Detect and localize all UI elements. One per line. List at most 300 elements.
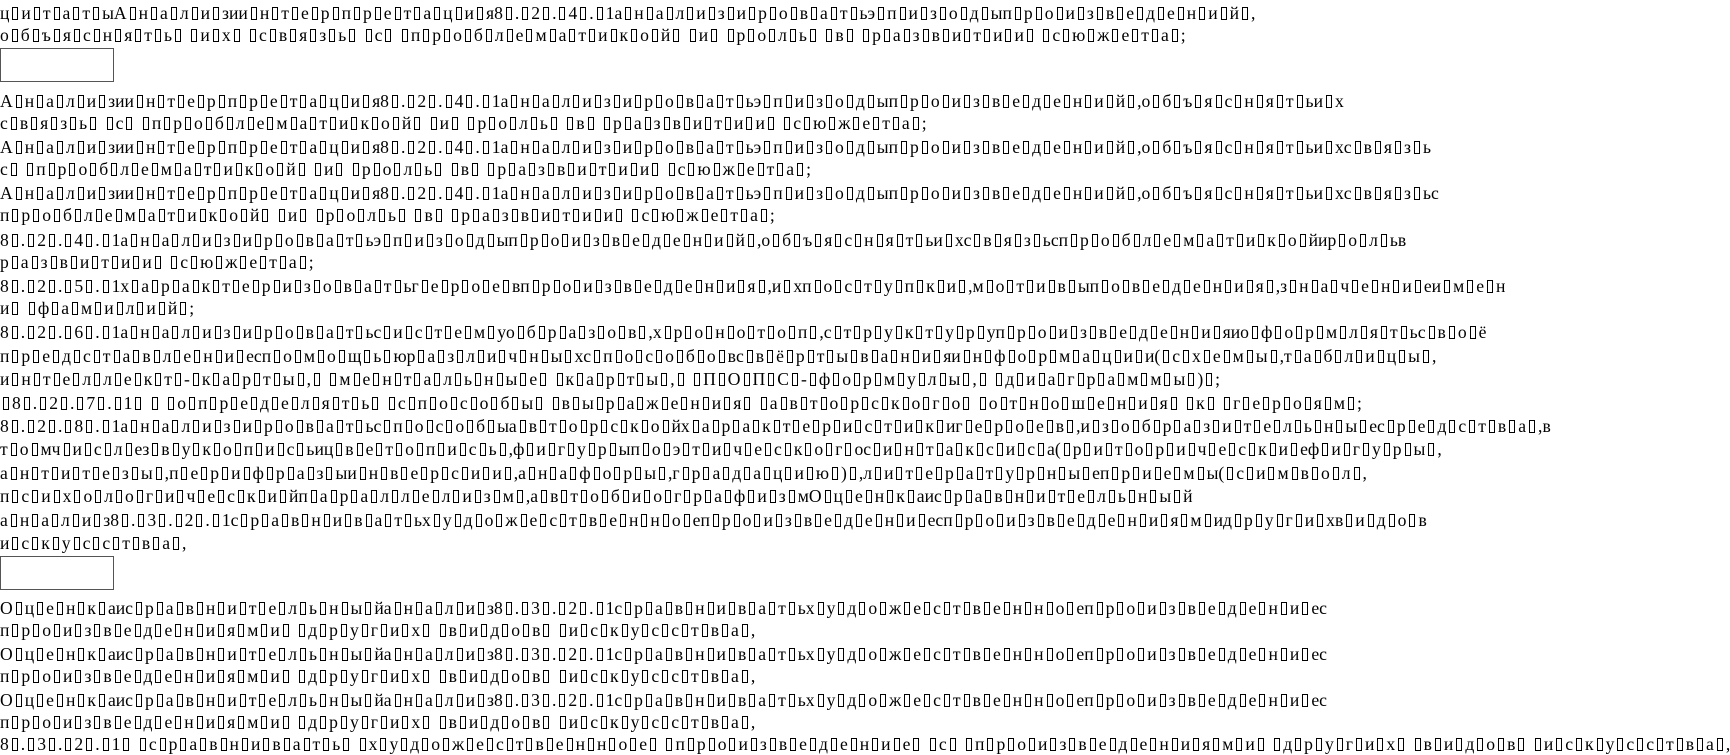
missing-glyph-icon — [33, 29, 39, 42]
missing-glyph-icon — [769, 648, 775, 661]
missing-glyph-icon — [595, 187, 601, 200]
missing-glyph-icon — [465, 29, 471, 42]
missing-glyph-icon — [891, 350, 897, 363]
missing-glyph-icon — [1067, 694, 1073, 707]
missing-glyph-icon — [573, 141, 579, 154]
word: г р а д а ц и ю ) , — [672, 463, 864, 483]
missing-glyph-icon — [1326, 187, 1332, 200]
missing-glyph-icon — [12, 624, 18, 637]
missing-glyph-icon — [308, 467, 314, 480]
missing-glyph-icon — [807, 141, 813, 154]
missing-glyph-icon — [193, 373, 199, 386]
missing-glyph-icon — [473, 209, 479, 222]
missing-glyph-icon — [1112, 29, 1118, 42]
missing-glyph-icon — [196, 514, 202, 527]
missing-glyph-icon — [521, 514, 527, 527]
missing-glyph-icon — [1025, 694, 1031, 707]
missing-glyph-icon — [917, 280, 923, 293]
missing-glyph-icon — [261, 670, 267, 683]
missing-glyph-icon — [878, 7, 884, 20]
missing-glyph-icon — [768, 117, 774, 130]
missing-glyph-icon — [392, 141, 398, 154]
missing-glyph-icon — [507, 29, 513, 42]
missing-glyph-icon — [560, 326, 566, 339]
missing-glyph-icon — [1302, 694, 1308, 707]
missing-glyph-icon — [460, 624, 466, 637]
missing-glyph-icon — [362, 716, 368, 729]
missing-glyph-icon — [33, 209, 39, 222]
missing-glyph-icon — [52, 302, 58, 315]
missing-glyph-icon — [261, 716, 267, 729]
missing-glyph-icon — [241, 514, 247, 527]
missing-glyph-icon — [61, 397, 67, 410]
missing-glyph-icon — [662, 397, 668, 410]
missing-glyph-icon — [835, 280, 841, 293]
missing-glyph-icon — [1529, 420, 1535, 433]
missing-glyph-icon — [725, 490, 731, 503]
missing-glyph-icon — [32, 490, 38, 503]
missing-glyph-icon — [1115, 350, 1121, 363]
missing-glyph-icon — [1113, 234, 1119, 247]
missing-glyph-icon — [487, 738, 493, 751]
missing-glyph-icon — [522, 602, 528, 615]
missing-glyph-icon — [877, 234, 883, 247]
missing-glyph-icon — [815, 514, 821, 527]
text-line: р а з в и т и и с ю ж е т а ; — [0, 252, 314, 272]
missing-glyph-icon — [510, 117, 516, 130]
missing-glyph-icon — [78, 187, 84, 200]
missing-glyph-icon — [1305, 397, 1311, 410]
missing-glyph-icon — [54, 670, 60, 683]
missing-glyph-icon — [1107, 95, 1113, 108]
missing-glyph-icon — [810, 29, 816, 42]
missing-glyph-icon — [961, 7, 967, 20]
missing-glyph-icon — [1172, 738, 1178, 751]
missing-glyph-icon — [392, 95, 398, 108]
missing-glyph-icon — [1084, 443, 1090, 456]
missing-glyph-icon — [863, 29, 869, 42]
word: и х — [933, 230, 964, 250]
word: х у д о ж е с т в е н н о е — [805, 644, 1085, 664]
missing-glyph-icon — [1004, 602, 1010, 615]
missing-glyph-icon — [137, 95, 143, 108]
missing-glyph-icon — [673, 29, 679, 42]
text-line: и ф а м и л и й ; — [0, 298, 195, 318]
missing-glyph-icon — [1057, 7, 1063, 20]
missing-glyph-icon — [868, 95, 874, 108]
missing-glyph-icon — [164, 117, 170, 130]
missing-glyph-icon — [851, 738, 857, 751]
missing-glyph-icon — [635, 141, 641, 154]
missing-glyph-icon — [11, 117, 17, 130]
missing-glyph-icon — [395, 694, 401, 707]
missing-glyph-icon — [172, 326, 178, 339]
word: с р а в н и в а т ь — [614, 690, 806, 710]
missing-glyph-icon — [16, 694, 22, 707]
missing-glyph-icon — [896, 326, 902, 339]
missing-glyph-icon — [1409, 420, 1415, 433]
missing-glyph-icon — [256, 443, 262, 456]
word: с и н т а к с и с а — [863, 439, 1055, 459]
missing-glyph-icon — [1023, 187, 1029, 200]
missing-glyph-icon — [395, 602, 401, 615]
missing-glyph-icon — [94, 350, 100, 363]
missing-glyph-icon — [896, 280, 902, 293]
missing-glyph-icon — [455, 373, 461, 386]
word: с и с т е м у — [373, 322, 506, 342]
missing-glyph-icon — [529, 467, 535, 480]
missing-glyph-icon — [175, 624, 181, 637]
missing-glyph-icon — [667, 7, 673, 20]
missing-glyph-icon — [78, 602, 84, 615]
missing-glyph-icon — [1295, 350, 1301, 363]
missing-glyph-icon — [904, 694, 910, 707]
missing-glyph-icon — [1213, 420, 1219, 433]
missing-glyph-icon — [995, 234, 1001, 247]
missing-glyph-icon — [793, 420, 799, 433]
missing-glyph-icon — [1300, 234, 1306, 247]
missing-glyph-icon — [75, 670, 81, 683]
missing-glyph-icon — [717, 187, 723, 200]
missing-glyph-icon — [483, 187, 489, 200]
missing-glyph-icon — [197, 670, 203, 683]
word: а н а л и з и р о в а т ь — [500, 91, 754, 111]
word: п о э т и ч е с к о г о — [630, 439, 864, 459]
missing-glyph-icon — [1312, 467, 1318, 480]
missing-glyph-icon — [742, 624, 748, 637]
text-line — [0, 136, 1431, 158]
missing-glyph-icon — [764, 467, 770, 480]
missing-glyph-icon — [887, 490, 893, 503]
missing-glyph-icon — [1199, 648, 1205, 661]
missing-glyph-icon — [789, 602, 795, 615]
missing-glyph-icon — [413, 490, 419, 503]
missing-glyph-icon — [1197, 234, 1203, 247]
missing-glyph-icon — [1317, 326, 1323, 339]
missing-glyph-icon — [543, 716, 549, 729]
missing-glyph-icon — [355, 280, 361, 293]
missing-glyph-icon — [936, 467, 942, 480]
missing-glyph-icon — [702, 670, 708, 683]
missing-glyph-icon — [748, 234, 754, 247]
missing-glyph-icon — [520, 420, 526, 433]
missing-glyph-icon — [218, 648, 224, 661]
missing-glyph-icon — [855, 234, 861, 247]
missing-glyph-icon — [453, 490, 459, 503]
missing-glyph-icon — [604, 117, 610, 130]
missing-glyph-icon — [1109, 490, 1115, 503]
missing-glyph-icon — [111, 163, 117, 176]
text-line: 8 . 3 . 2 . 1 с р а в н и в а т ь х у д о ж е с т в е н н о е п р о и з в е д е н и е с п р о и з в е д е н и я м и д р у г и х в и д о в и с к у с с т в а , — [0, 734, 1730, 754]
missing-glyph-icon — [963, 373, 969, 386]
missing-glyph-icon — [543, 648, 549, 661]
missing-glyph-icon — [1355, 187, 1361, 200]
missing-glyph-icon — [834, 420, 840, 433]
missing-glyph-icon — [153, 420, 159, 433]
missing-glyph-icon — [943, 397, 949, 410]
missing-glyph-icon — [996, 373, 1002, 386]
missing-glyph-icon — [623, 234, 629, 247]
missing-glyph-icon — [614, 187, 620, 200]
missing-glyph-icon — [1348, 397, 1354, 410]
missing-glyph-icon — [964, 29, 970, 42]
missing-glyph-icon — [94, 624, 100, 637]
missing-glyph-icon — [130, 7, 136, 20]
missing-glyph-icon — [1296, 514, 1302, 527]
missing-glyph-icon — [49, 420, 55, 433]
missing-glyph-icon — [457, 602, 463, 615]
missing-glyph-icon — [678, 373, 684, 386]
missing-glyph-icon — [234, 29, 240, 42]
missing-glyph-icon — [472, 163, 478, 176]
missing-glyph-icon — [940, 373, 946, 386]
missing-glyph-icon — [466, 95, 472, 108]
missing-glyph-icon — [135, 716, 141, 729]
missing-glyph-icon — [831, 7, 837, 20]
missing-glyph-icon — [357, 443, 363, 456]
word: а н а л и з — [383, 644, 494, 664]
missing-glyph-icon — [240, 648, 246, 661]
missing-glyph-icon — [431, 117, 437, 130]
missing-glyph-icon — [1389, 514, 1395, 527]
missing-glyph-icon — [589, 443, 595, 456]
missing-glyph-icon — [1067, 602, 1073, 615]
missing-glyph-icon — [502, 670, 508, 683]
missing-glyph-icon — [597, 7, 603, 20]
missing-glyph-icon — [764, 187, 770, 200]
missing-glyph-icon — [1235, 95, 1241, 108]
word: с р а в н и в а т ь — [230, 510, 423, 530]
missing-glyph-icon — [214, 443, 220, 456]
missing-glyph-icon — [1138, 694, 1144, 707]
missing-glyph-icon — [1267, 280, 1273, 293]
missing-glyph-icon — [375, 280, 381, 293]
word: п р о и з в е д е н и й , — [1002, 3, 1256, 23]
missing-glyph-icon — [1428, 420, 1434, 433]
missing-glyph-icon — [12, 716, 18, 729]
word: и н т е р п р е т а ц и я — [124, 91, 381, 111]
missing-glyph-icon — [173, 280, 179, 293]
missing-glyph-icon — [620, 514, 626, 527]
missing-glyph-icon — [983, 95, 989, 108]
missing-glyph-icon — [483, 95, 489, 108]
missing-glyph-icon — [1138, 648, 1144, 661]
missing-glyph-icon — [964, 350, 970, 363]
missing-glyph-icon — [795, 514, 801, 527]
missing-glyph-icon — [175, 716, 181, 729]
missing-glyph-icon — [477, 7, 483, 20]
missing-glyph-icon — [1102, 280, 1108, 293]
missing-glyph-icon — [260, 256, 266, 269]
missing-glyph-icon — [210, 397, 216, 410]
missing-glyph-icon — [1277, 514, 1283, 527]
missing-glyph-icon — [683, 443, 689, 456]
missing-glyph-icon — [371, 490, 377, 503]
missing-glyph-icon — [677, 95, 683, 108]
missing-glyph-icon — [423, 670, 429, 683]
missing-glyph-icon — [761, 397, 767, 410]
missing-glyph-icon — [749, 7, 755, 20]
missing-glyph-icon — [372, 397, 378, 410]
missing-glyph-icon — [997, 514, 1003, 527]
missing-glyph-icon — [236, 163, 242, 176]
missing-glyph-icon — [1090, 326, 1096, 339]
missing-glyph-icon — [405, 514, 411, 527]
missing-glyph-icon — [177, 694, 183, 707]
missing-glyph-icon — [284, 738, 290, 751]
missing-glyph-icon — [99, 602, 105, 615]
text-line — [0, 438, 1442, 460]
missing-glyph-icon — [318, 350, 324, 363]
missing-glyph-icon — [434, 514, 440, 527]
missing-glyph-icon — [136, 648, 142, 661]
missing-glyph-icon — [478, 694, 484, 707]
missing-glyph-icon — [804, 117, 810, 130]
missing-glyph-icon — [1229, 443, 1235, 456]
missing-glyph-icon — [1274, 738, 1280, 751]
missing-glyph-icon — [685, 326, 691, 339]
missing-glyph-icon — [115, 624, 121, 637]
missing-glyph-icon — [643, 443, 649, 456]
missing-glyph-icon — [51, 117, 57, 130]
missing-glyph-icon — [826, 95, 832, 108]
missing-glyph-icon — [944, 602, 950, 615]
missing-glyph-icon — [422, 280, 428, 293]
text-line — [0, 597, 1327, 619]
word: ц в е т о п и с ь , — [323, 439, 513, 459]
missing-glyph-icon — [1217, 234, 1223, 247]
missing-glyph-icon — [1205, 514, 1211, 527]
missing-glyph-icon — [810, 738, 816, 751]
missing-glyph-icon — [797, 163, 803, 176]
missing-glyph-icon — [729, 738, 735, 751]
missing-glyph-icon — [219, 95, 225, 108]
missing-glyph-icon — [200, 738, 206, 751]
missing-glyph-icon — [99, 648, 105, 661]
word: 8 . 2 . 8 . 1 — [0, 416, 121, 436]
missing-glyph-icon — [1020, 397, 1026, 410]
missing-glyph-icon — [372, 117, 378, 130]
missing-glyph-icon — [376, 443, 382, 456]
missing-glyph-icon — [172, 234, 178, 247]
missing-glyph-icon — [522, 694, 528, 707]
missing-glyph-icon — [57, 602, 63, 615]
missing-glyph-icon — [270, 29, 276, 42]
missing-glyph-icon — [774, 420, 780, 433]
missing-glyph-icon — [884, 29, 890, 42]
missing-glyph-icon — [982, 7, 988, 20]
missing-glyph-icon — [589, 29, 595, 42]
missing-glyph-icon — [155, 29, 161, 42]
missing-glyph-icon — [1153, 95, 1159, 108]
missing-glyph-icon — [1335, 350, 1341, 363]
missing-glyph-icon — [1444, 280, 1450, 293]
text-line: о б ъ я с н я т ь и х с в я з ь с п р о б л е м а т и к о й и р о л ь в р а з в и т и и с ю ж е т а ; — [0, 25, 1186, 45]
missing-glyph-icon — [551, 117, 557, 130]
missing-glyph-icon — [1315, 350, 1321, 363]
missing-glyph-icon — [444, 29, 450, 42]
missing-glyph-icon — [191, 256, 197, 269]
missing-glyph-icon — [198, 490, 204, 503]
missing-glyph-icon — [1017, 373, 1023, 386]
missing-glyph-icon — [481, 624, 487, 637]
missing-glyph-icon — [408, 141, 414, 154]
missing-glyph-icon — [1069, 738, 1075, 751]
missing-glyph-icon — [1270, 443, 1276, 456]
missing-glyph-icon — [342, 602, 348, 615]
missing-glyph-icon — [1092, 234, 1098, 247]
missing-glyph-icon — [1295, 420, 1301, 433]
missing-glyph-icon — [506, 648, 512, 661]
missing-glyph-icon — [1015, 7, 1021, 20]
missing-glyph-icon — [37, 648, 43, 661]
missing-glyph-icon — [523, 624, 529, 637]
missing-glyph-icon — [37, 95, 43, 108]
missing-glyph-icon — [1154, 420, 1160, 433]
missing-glyph-icon — [11, 443, 17, 456]
word: с р а в н и в а т ь — [614, 598, 806, 618]
missing-glyph-icon — [818, 694, 824, 707]
missing-glyph-icon — [625, 117, 631, 130]
missing-glyph-icon — [1263, 397, 1269, 410]
missing-glyph-icon — [93, 537, 99, 550]
missing-glyph-icon — [943, 187, 949, 200]
missing-glyph-icon — [713, 420, 719, 433]
missing-glyph-icon — [54, 716, 60, 729]
missing-glyph-icon — [218, 670, 224, 683]
missing-glyph-icon — [1275, 326, 1281, 339]
missing-glyph-icon — [805, 443, 811, 456]
missing-glyph-icon — [442, 467, 448, 480]
missing-glyph-icon — [421, 467, 427, 480]
missing-glyph-icon — [875, 326, 881, 339]
missing-glyph-icon — [159, 209, 165, 222]
missing-glyph-icon — [573, 397, 579, 410]
word: п р о и з в е д е н и е — [1084, 598, 1320, 618]
word: о б ъ я с н я т ь — [1141, 137, 1314, 157]
missing-glyph-icon — [758, 163, 764, 176]
missing-glyph-icon — [1093, 420, 1099, 433]
missing-glyph-icon — [1487, 280, 1493, 293]
missing-glyph-icon — [336, 163, 342, 176]
missing-glyph-icon — [728, 7, 734, 20]
missing-glyph-icon — [1257, 141, 1263, 154]
missing-glyph-icon — [665, 490, 671, 503]
missing-glyph-icon — [471, 397, 477, 410]
missing-glyph-icon — [353, 163, 359, 176]
missing-glyph-icon — [702, 716, 708, 729]
missing-glyph-icon — [616, 209, 622, 222]
missing-glyph-icon — [99, 187, 105, 200]
missing-glyph-icon — [1108, 397, 1114, 410]
missing-glyph-icon — [198, 141, 204, 154]
missing-glyph-icon — [337, 326, 343, 339]
missing-glyph-icon — [465, 326, 471, 339]
missing-glyph-icon — [1128, 95, 1134, 108]
missing-glyph-icon — [86, 420, 92, 433]
missing-glyph-icon — [193, 443, 199, 456]
missing-glyph-icon — [527, 443, 533, 456]
missing-glyph-icon — [364, 350, 370, 363]
missing-glyph-icon — [1068, 490, 1074, 503]
missing-glyph-icon — [729, 694, 735, 707]
word: п р о б л е м а т и к о й — [1058, 230, 1319, 250]
missing-glyph-icon — [1456, 738, 1462, 751]
missing-glyph-icon — [241, 209, 247, 222]
word: и х — [1313, 137, 1344, 157]
missing-glyph-icon — [652, 209, 658, 222]
text-line — [0, 90, 1344, 112]
